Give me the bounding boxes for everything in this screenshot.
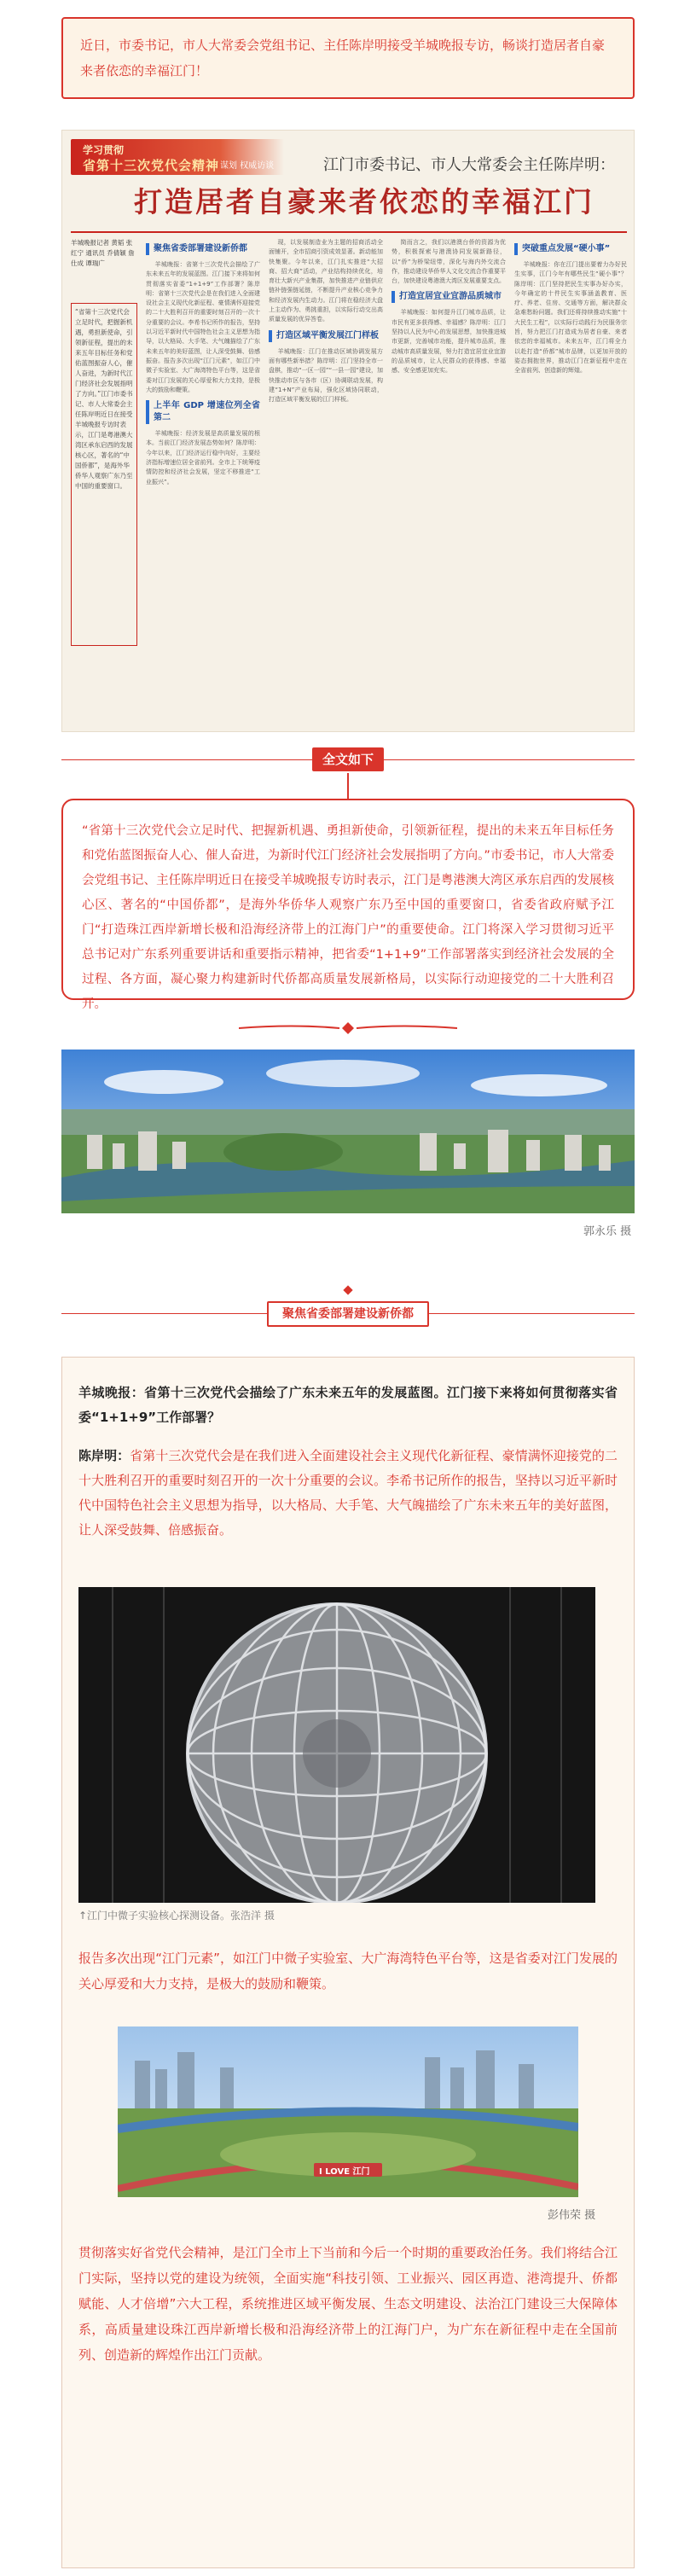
photo-credit: 郭永乐 摄 bbox=[583, 1225, 632, 1238]
clipping-lead-box bbox=[71, 303, 137, 646]
clipping-body bbox=[71, 238, 627, 726]
clipping-heading: 聚焦省委部署建设新侨都 bbox=[146, 243, 260, 255]
clipping-paragraph: 简而言之，我们以港澳台侨的资源为优势，积极探索与港澳协同发展新路径，以“侨”为桥梁纽带，深化与海内外交流合作，推动建设华侨华人文化交流合作重要平台，加快建设粤港澳大湾区发展重要支点。 bbox=[392, 239, 506, 285]
clipping-banner bbox=[71, 139, 284, 175]
clipping-header bbox=[62, 131, 635, 241]
clipping-paragraph: 羊城晚报：经济发展是高质量发展的根本。当前江门经济发展态势如何？陈岸明：今年以来，江门经济运行稳中向好，主要经济指标增速位居全省前列。全市上下统筹疫情防控和经济社会发展，坚定不移推进“工业振兴”。 bbox=[146, 430, 260, 486]
qa-answer-text: 省第十三次党代会是在我们进入全面建设社会主义现代化新征程、豪情满怀迎接党的二十大胜利召开的重要时刻召开的一次十分重要的会议。李希书记所作的报告，坚持以习近平新时代中国特色社会主义思想为指导，以大格局、大手笔、大气魄描绘了广东未来五年的美好蓝图，让人深受鼓舞、倍感振奋。 bbox=[78, 1448, 618, 1538]
photo-credit: 彭伟荣 摄 bbox=[548, 2209, 596, 2222]
intro-text: 近日，市委书记，市人大常委会党组书记、主任陈岸明接受羊城晚报专访，畅谈打造居者自豪来者依恋的幸福江门！ bbox=[80, 38, 606, 79]
neutrino-detector-photo bbox=[78, 1587, 595, 1903]
clipping-column-2 bbox=[269, 238, 383, 724]
clipping-column-4 bbox=[514, 238, 627, 724]
clipping-paragraph: 羊城晚报：你在江门提出要着力办好民生实事，江门今年有哪些民生“硬小事”？陈岸明：江门坚持把民生实事办好办实，今年确定的十件民生实事涵盖教育、医疗、养老、住房、交通等方面，解决群众急难愁盼问题。我们还将持续推动实施“十大民生工程”，以实际行动践行为民服务宗旨，努力把江门打造成为居者自豪、来者依恋的幸福城市。未来五年，江门将全力以赴打造“侨都”城市品牌，以更加开放的姿态拥抱世界，推动江门在新征程中走在全省前列、创造新的辉煌。 bbox=[514, 261, 627, 375]
label-top-marker-icon bbox=[341, 1283, 355, 1300]
qa-question: 羊城晚报：省第十三次党代会描绘了广东未来五年的发展蓝图。江门接下来将如何贯彻落实省委“1+1+9”工作部署？ bbox=[78, 1385, 618, 1425]
clipping-rule bbox=[71, 231, 627, 233]
aerial-city-photo bbox=[61, 1050, 635, 1213]
detector-sphere-illustration bbox=[78, 1587, 595, 1903]
clipping-column-3 bbox=[392, 238, 506, 724]
clipping-heading: 打造宜居宜业宜游品质城市 bbox=[392, 291, 506, 303]
aerial-city-illustration bbox=[61, 1050, 635, 1213]
clipping-subtitle: 江门市委书记、市人大常委会主任陈岸明： bbox=[323, 156, 615, 174]
qa-speaker: 陈岸明： bbox=[78, 1448, 130, 1463]
clipping-paragraph: 羊城晚报：江门在推动区域协调发展方面有哪些新举措？陈岸明：江门坚持全市一盘棋，推动“一区一园”“一县一园”建设，加快推动市区与各市（区）协调联动发展，构建“1+N”产业布局，强化区域协同联动，打造区域平衡发展的江门样板。 bbox=[269, 347, 383, 404]
clipping-byline: 羊城晚报记者 黄韬 张红宁 通讯员 乔倩颖 詹仕成 谭瑞广 bbox=[71, 239, 135, 267]
intro-summary-box bbox=[61, 17, 635, 99]
clipping-heading: 突破重点发展“硬小事” bbox=[514, 243, 627, 255]
clipping-title: 打造居者自豪来者依恋的幸福江门 bbox=[134, 185, 594, 218]
clipping-lead-text: “省第十三次党代会立足时代，把握新机遇，勇担新使命，引领新征程，提出的未来五年目标任务和党佑蓝图振奋人心，催人奋进，为新时代江门经济社会发展指明了方向。”江门市委书记、市人大常委会主任陈岸明近日在接受羊城晚报专访时表示，江门是粤港澳大湾区承东启西的发展核心区，著名的“中国侨都”，是海外华侨华人观察广东乃至中国的重要窗口。 bbox=[75, 308, 133, 490]
banner-line-1: 学习贯彻 bbox=[83, 144, 125, 156]
newspaper-clipping bbox=[61, 130, 635, 732]
quote-text: “省第十三次党代会立足时代、把握新机遇、勇担新使命，引领新征程，提出的未来五年目标任务和党佑蓝图振奋人心、催人奋进，为新时代江门经济社会发展指明了方向。”市委书记，市人大常委会党组书记、主任陈岸明近日在接受羊城晚报专访时表示，江门是粤港澳大湾区承东启西的发展核心区、著名的“中国侨都”，是海外华侨华人观察广东乃至中国的重要窗口，省委省政府赋予江门“打造珠江西岸新增长极和沿海经济带上的江海门户”的重要使命。江门将深入学习贯彻习近平总书记对广东系列重要讲话和重要指示精神，把省委“1+1+9”工作部署落实到经济社会发展的全过程、各方面，凝心聚力构建新时代侨都高质量发展新格局，以实际行动迎接党的二十大胜利召开。 bbox=[82, 824, 614, 1011]
qa-answer bbox=[78, 1444, 618, 1543]
clipping-heading: 打造区域平衡发展江门样板 bbox=[269, 330, 383, 342]
clipping-column-1 bbox=[146, 238, 260, 724]
photo-caption: ↑江门中微子实验核心探测设备。张浩洋 摄 bbox=[78, 1910, 275, 1922]
label-connector-icon bbox=[341, 773, 355, 799]
paragraph: 报告多次出现“江门元素”，如江门中微子实验室、大广海湾特色平台等，这是省委对江门发展的关心厚爱和大力支持，是极大的鼓励和鞭策。 bbox=[78, 1951, 618, 1992]
section-label: 聚焦省委部署建设新侨都 bbox=[267, 1301, 429, 1327]
clipping-paragraph: 羊城晚报：省第十三次党代会描绘了广东未来五年的发展蓝图。江门接下来将如何贯彻落实省委“1+1+9”工作部署？陈岸明：省第十三次党代会是在我们进入全面建设社会主义现代化新征程、豪情满怀迎接党的二十大胜利召开的重要时刻召开的一次十分重要的会议。李希书记所作的报告，坚持以习近平新时代中国特色社会主义思想为指导，以大格局、大手笔、大气魄描绘了广东未来五年的美好蓝图，让人深受鼓舞、倍感振奋。报告多次出现“江门元素”，如江门中微子实验室、大广海湾特色平台等，这是省委对江门发展的关心厚爱和大力支持，是极大的鼓励和鞭策。 bbox=[146, 261, 260, 393]
divider-ornament-icon bbox=[239, 1022, 457, 1034]
section-label-row bbox=[0, 1301, 696, 1327]
clipping-paragraph: 羊城晚报：如何提升江门城市品质，让市民有更多获得感、幸福感？陈岸明：江门坚持以人民为中心的发展思想，加快推进城市更新，完善城市功能，提升城市品质，推动城市高质量发展，努力打造宜居宜业宜游的品质城市，让人民群众的获得感、幸福感、安全感更加充实。 bbox=[392, 309, 506, 375]
paragraph: 贯彻落实好省党代会精神，是江门全市上下当前和今后一个时期的重要政治任务。我们将结合江门实际，坚持以党的建设为统领，全面实施“科技引领、工业振兴、园区再造、港湾提升、侨都赋能、人才倍增”六大工程，系统推进区域平衡发展、生态文明建设、法治江门建设三大保障体系，高质量建设珠江西岸新增长极和沿海经济带上的江海门户，为广东在新征程中走在全国前列、创造新的辉煌作出江门贡献。 bbox=[78, 2245, 618, 2363]
park-photo bbox=[118, 2026, 578, 2197]
full-text-label: 全文如下 bbox=[312, 747, 384, 771]
banner-line-2: 省第十三次党代会精神 bbox=[83, 158, 220, 173]
banner-line-3: 谋划 权威访谈 bbox=[220, 161, 275, 171]
full-text-label-row bbox=[0, 747, 696, 773]
clipping-heading: 上半年 GDP 增速位列全省第二 bbox=[146, 400, 260, 424]
quote-card bbox=[61, 799, 635, 1011]
qa-block bbox=[78, 1381, 618, 1543]
clipping-paragraph: 现，以发展制造业为主题的招商活动全面铺开，全市招商引资成效显著。新动能加快集聚。今年以来，江门扎实推进“大招商、招大商”活动，产业结构持续优化，培育壮大新兴产业集群，加快推进产业链供应链补链强链延链，不断提升产业核心竞争力和经济发展内生动力。江门将在稳经济大盘上主动作为、勇挑重担，以实际行动交出高质量发展的优异答卷。 bbox=[269, 239, 383, 323]
park-sign-text: I LOVE 江门 bbox=[319, 2167, 370, 2177]
